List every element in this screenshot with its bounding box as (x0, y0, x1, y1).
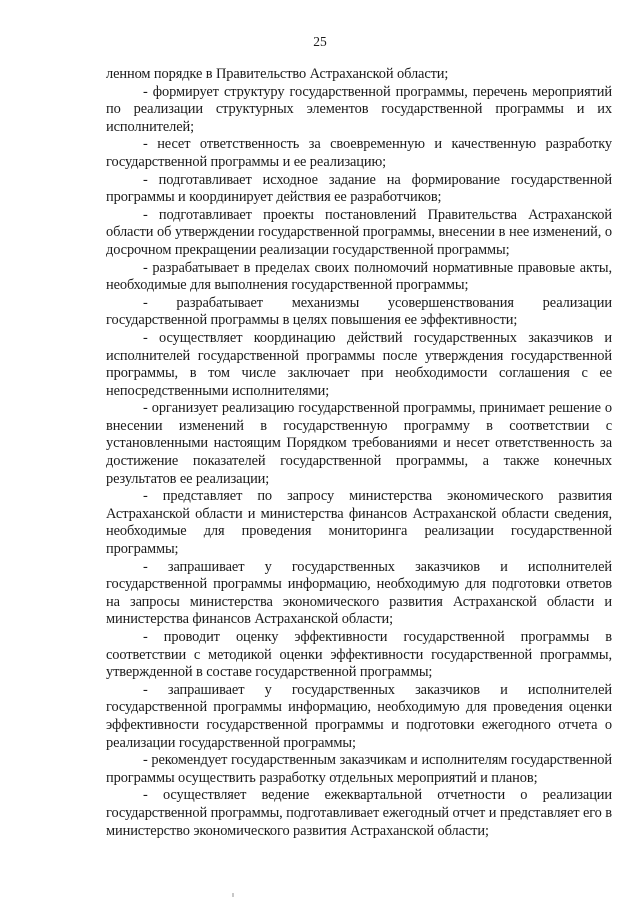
list-item-draft-resolutions: - подготавливает проекты постановлений Правительства Астраханской области об утверждении государственной программы, внесении в нее изменений, о досрочном прекращении реализации государственной программы; (106, 206, 612, 258)
scan-artifact (232, 893, 234, 897)
list-item-provides-information: - представляет по запросу министерства экономического развития Астраханской области и министерства финансов Астраханской области сведения, необходимые для проведения мониторинга реализации государственной программы; (106, 488, 612, 558)
list-item-improvement-mechanisms: - разрабатывает механизмы усовершенствования реализации государственной программы в целях повышения ее эффективности; (106, 294, 612, 329)
list-item-initial-task: - подготавливает исходное задание на формирование государственной программы и координирует действия ее разработчиков; (106, 171, 612, 206)
list-item-requests-for-report: - запрашивает у государственных заказчиков и исполнителей государственной программы информацию, необходимую для проведения оценки эффективности государственной программы и подготовки ежегодного отчета о реализации государственной программы; (106, 681, 612, 751)
list-item-quarterly-reporting: - осуществляет ведение ежеквартальной отчетности о реализации государственной программы, подготавливает ежегодный отчет и представляет его в министерство экономического развития Астраханской области; (106, 787, 612, 839)
document-body (106, 66, 612, 840)
paragraph-continuation: ленном порядке в Правительство Астраханской области; (106, 66, 449, 82)
page-number: 25 (313, 34, 327, 49)
list-item-forms-structure: - формирует структуру государственной программы, перечень мероприятий по реализации структурных элементов государственной программы и их исполнителей; (106, 83, 612, 135)
list-item-legal-acts: - разрабатывает в пределах своих полномочий нормативные правовые акты, необходимые для выполнения государственной программы; (106, 259, 612, 294)
list-item-organizes-implementation: - организует реализацию государственной программы, принимает решение о внесении изменений в государственную программу в соответствии с установленными настоящим Порядком требованиями и несет ответственность за достижение показателей государственной программы, а также конечных результатов ее реализации; (106, 400, 612, 487)
list-item-recommends: - рекомендует государственным заказчикам и исполнителям государственной программы осуществить разработку отдельных мероприятий и планов; (106, 752, 612, 786)
list-item-responsibility: - несет ответственность за своевременную и качественную разработку государственной программы и ее реализацию; (106, 136, 612, 170)
list-item-efficiency-assessment: - проводит оценку эффективности государственной программы в соответствии с методикой оценки эффективности государственной программы, утвержденной в составе государственной программы; (106, 629, 612, 681)
list-item-coordination: - осуществляет координацию действий государственных заказчиков и исполнителей государственной программы после утверждения государственной программы, в том числе заключает при необходимости соглашения с ее непосредственными исполнителями; (106, 329, 612, 399)
list-item-requests-information: - запрашивает у государственных заказчиков и исполнителей государственной программы информацию, необходимую для подготовки ответов на запросы министерства экономического развития Астраханской области и министерства финансов Астраханской области; (106, 558, 612, 628)
